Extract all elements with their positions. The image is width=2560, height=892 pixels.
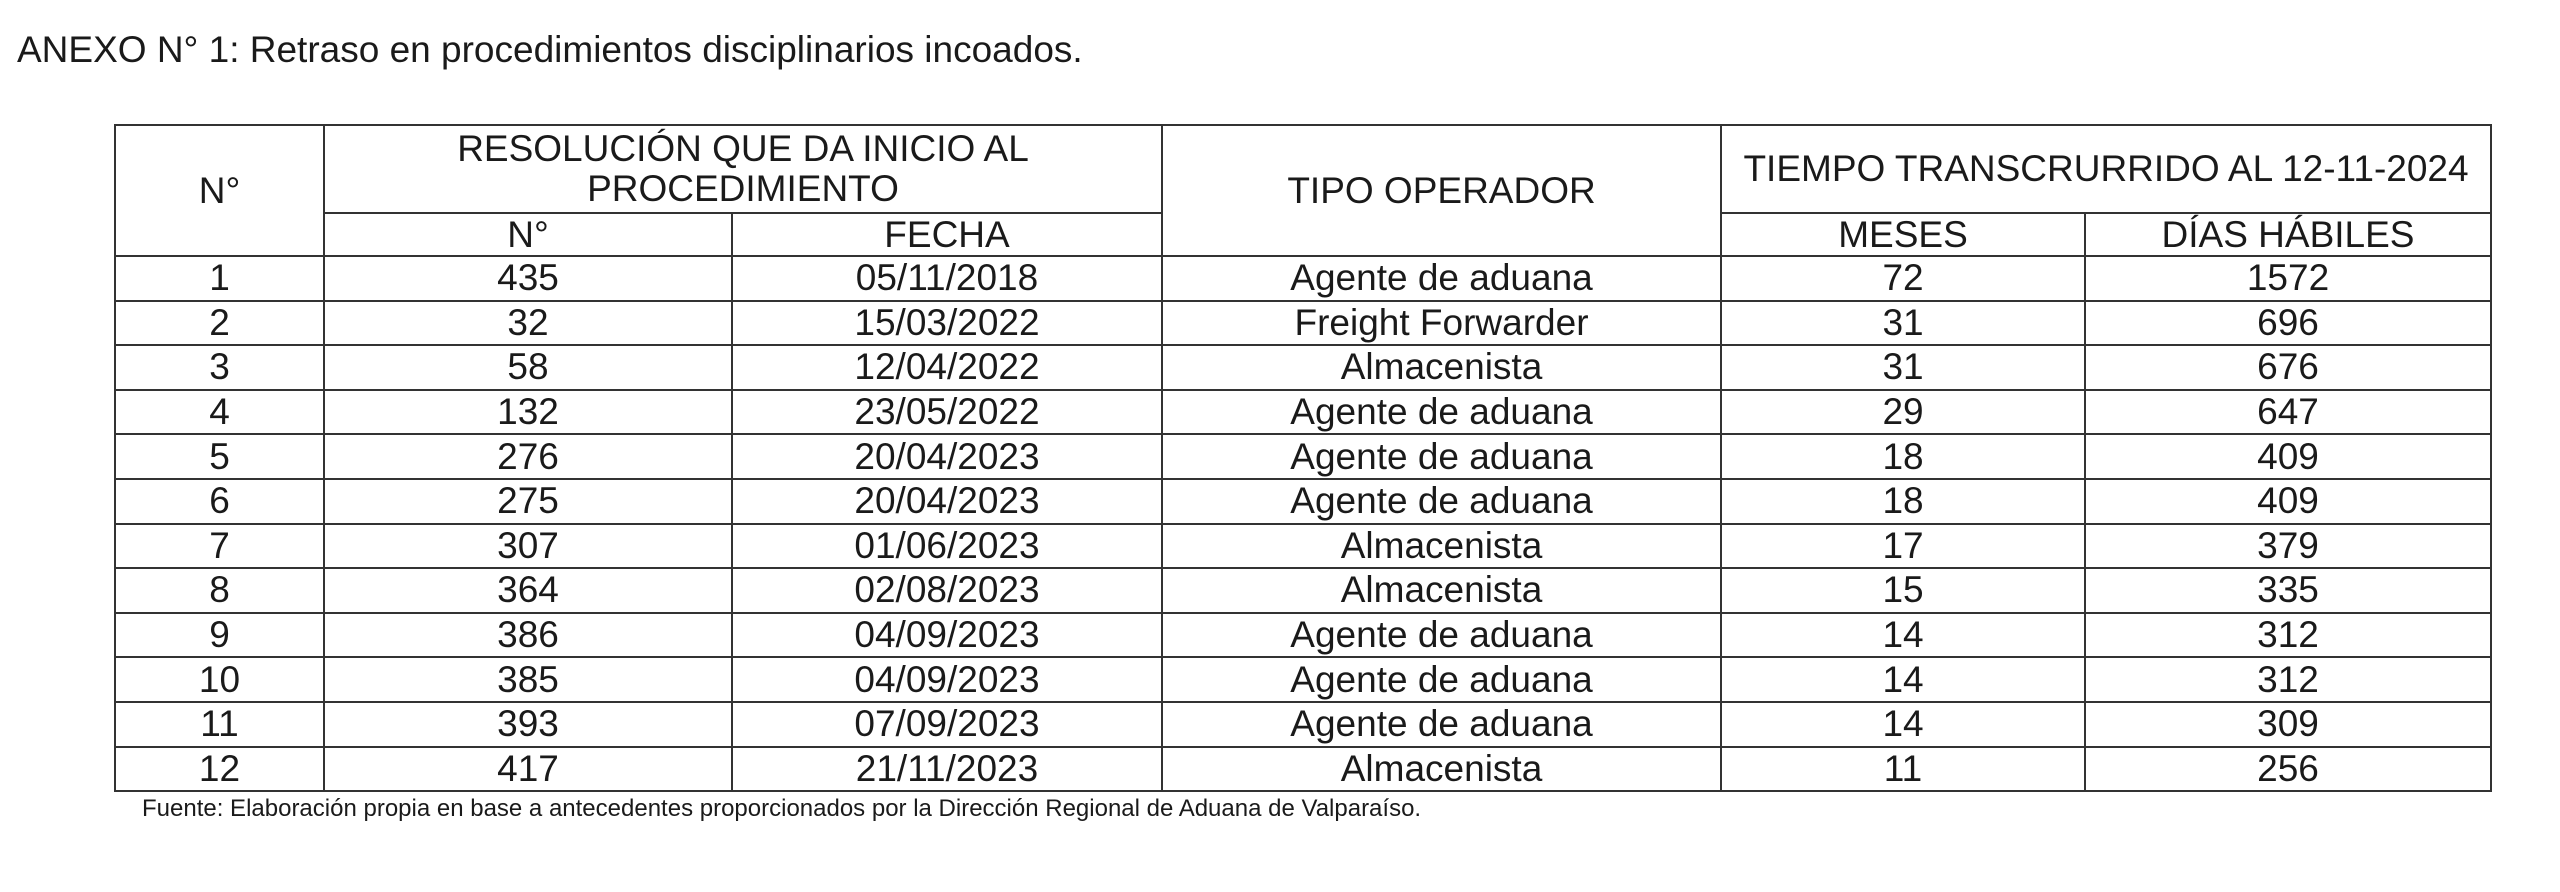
cell-fecha: 07/09/2023 [732,702,1162,747]
table-row [115,390,2491,435]
cell-resolucion-n: 435 [324,256,732,301]
header-meses: MESES [1721,213,2085,256]
cell-resolucion-n: 58 [324,345,732,390]
cell-resolucion-n: 385 [324,657,732,702]
table-row [115,256,2491,301]
cell-meses: 15 [1721,568,2085,613]
cell-meses: 72 [1721,256,2085,301]
cell-tipo-operador: Agente de aduana [1162,702,1721,747]
cell-dias-habiles: 409 [2085,479,2491,524]
cell-n: 7 [115,524,324,569]
table-body [115,256,2491,791]
cell-meses: 14 [1721,702,2085,747]
table-row [115,747,2491,792]
document-title: ANEXO N° 1: Retraso en procedimientos disciplinarios incoados. [17,29,1083,70]
cell-resolucion-n: 393 [324,702,732,747]
cell-meses: 18 [1721,479,2085,524]
cell-meses: 31 [1721,301,2085,346]
cell-fecha: 02/08/2023 [732,568,1162,613]
cell-fecha: 01/06/2023 [732,524,1162,569]
cell-n: 12 [115,747,324,792]
header-tiempo-transcurrido: TIEMPO TRANSCRURRIDO AL 12-11-2024 [1721,125,2491,213]
cell-meses: 14 [1721,613,2085,658]
cell-n: 1 [115,256,324,301]
table-row [115,702,2491,747]
table-row [115,613,2491,658]
cell-n: 9 [115,613,324,658]
annex-table [114,124,2492,792]
cell-resolucion-n: 275 [324,479,732,524]
cell-dias-habiles: 312 [2085,613,2491,658]
table-row [115,345,2491,390]
cell-n: 10 [115,657,324,702]
cell-meses: 14 [1721,657,2085,702]
cell-tipo-operador: Agente de aduana [1162,256,1721,301]
cell-fecha: 15/03/2022 [732,301,1162,346]
cell-n: 4 [115,390,324,435]
cell-fecha: 04/09/2023 [732,657,1162,702]
cell-meses: 29 [1721,390,2085,435]
table-header [115,125,2491,256]
cell-tipo-operador: Almacenista [1162,345,1721,390]
cell-tipo-operador: Agente de aduana [1162,390,1721,435]
header-n: N° [115,125,324,256]
cell-resolucion-n: 417 [324,747,732,792]
cell-dias-habiles: 676 [2085,345,2491,390]
header-fecha: FECHA [732,213,1162,256]
cell-meses: 18 [1721,434,2085,479]
table-row [115,568,2491,613]
table-row [115,524,2491,569]
cell-tipo-operador: Agente de aduana [1162,657,1721,702]
cell-resolucion-n: 386 [324,613,732,658]
cell-tipo-operador: Almacenista [1162,524,1721,569]
cell-n: 6 [115,479,324,524]
header-row-top [115,125,2491,213]
table-row [115,657,2491,702]
cell-resolucion-n: 276 [324,434,732,479]
table-row [115,434,2491,479]
cell-tipo-operador: Almacenista [1162,747,1721,792]
cell-fecha: 20/04/2023 [732,479,1162,524]
cell-n: 2 [115,301,324,346]
cell-fecha: 12/04/2022 [732,345,1162,390]
cell-meses: 17 [1721,524,2085,569]
cell-meses: 31 [1721,345,2085,390]
cell-resolucion-n: 364 [324,568,732,613]
cell-fecha: 05/11/2018 [732,256,1162,301]
header-dias-habiles: DÍAS HÁBILES [2085,213,2491,256]
cell-tipo-operador: Freight Forwarder [1162,301,1721,346]
cell-fecha: 04/09/2023 [732,613,1162,658]
cell-fecha: 23/05/2022 [732,390,1162,435]
cell-meses: 11 [1721,747,2085,792]
cell-n: 5 [115,434,324,479]
cell-tipo-operador: Agente de aduana [1162,613,1721,658]
header-tipo-operador: TIPO OPERADOR [1162,125,1721,256]
cell-dias-habiles: 312 [2085,657,2491,702]
cell-dias-habiles: 379 [2085,524,2491,569]
cell-n: 3 [115,345,324,390]
cell-resolucion-n: 307 [324,524,732,569]
cell-tipo-operador: Almacenista [1162,568,1721,613]
cell-n: 8 [115,568,324,613]
cell-dias-habiles: 309 [2085,702,2491,747]
cell-resolucion-n: 32 [324,301,732,346]
cell-fecha: 20/04/2023 [732,434,1162,479]
cell-fecha: 21/11/2023 [732,747,1162,792]
cell-tipo-operador: Agente de aduana [1162,479,1721,524]
cell-dias-habiles: 335 [2085,568,2491,613]
cell-dias-habiles: 647 [2085,390,2491,435]
header-resolucion-n: N° [324,213,732,256]
header-resolucion: RESOLUCIÓN QUE DA INICIO AL PROCEDIMIENTO [324,125,1162,213]
cell-n: 11 [115,702,324,747]
table-row [115,479,2491,524]
cell-dias-habiles: 409 [2085,434,2491,479]
cell-dias-habiles: 696 [2085,301,2491,346]
cell-tipo-operador: Agente de aduana [1162,434,1721,479]
table-row [115,301,2491,346]
cell-resolucion-n: 132 [324,390,732,435]
cell-dias-habiles: 256 [2085,747,2491,792]
source-note: Fuente: Elaboración propia en base a antecedentes proporcionados por la Dirección Regional de Aduana de Valparaíso. [142,795,1422,822]
cell-dias-habiles: 1572 [2085,256,2491,301]
